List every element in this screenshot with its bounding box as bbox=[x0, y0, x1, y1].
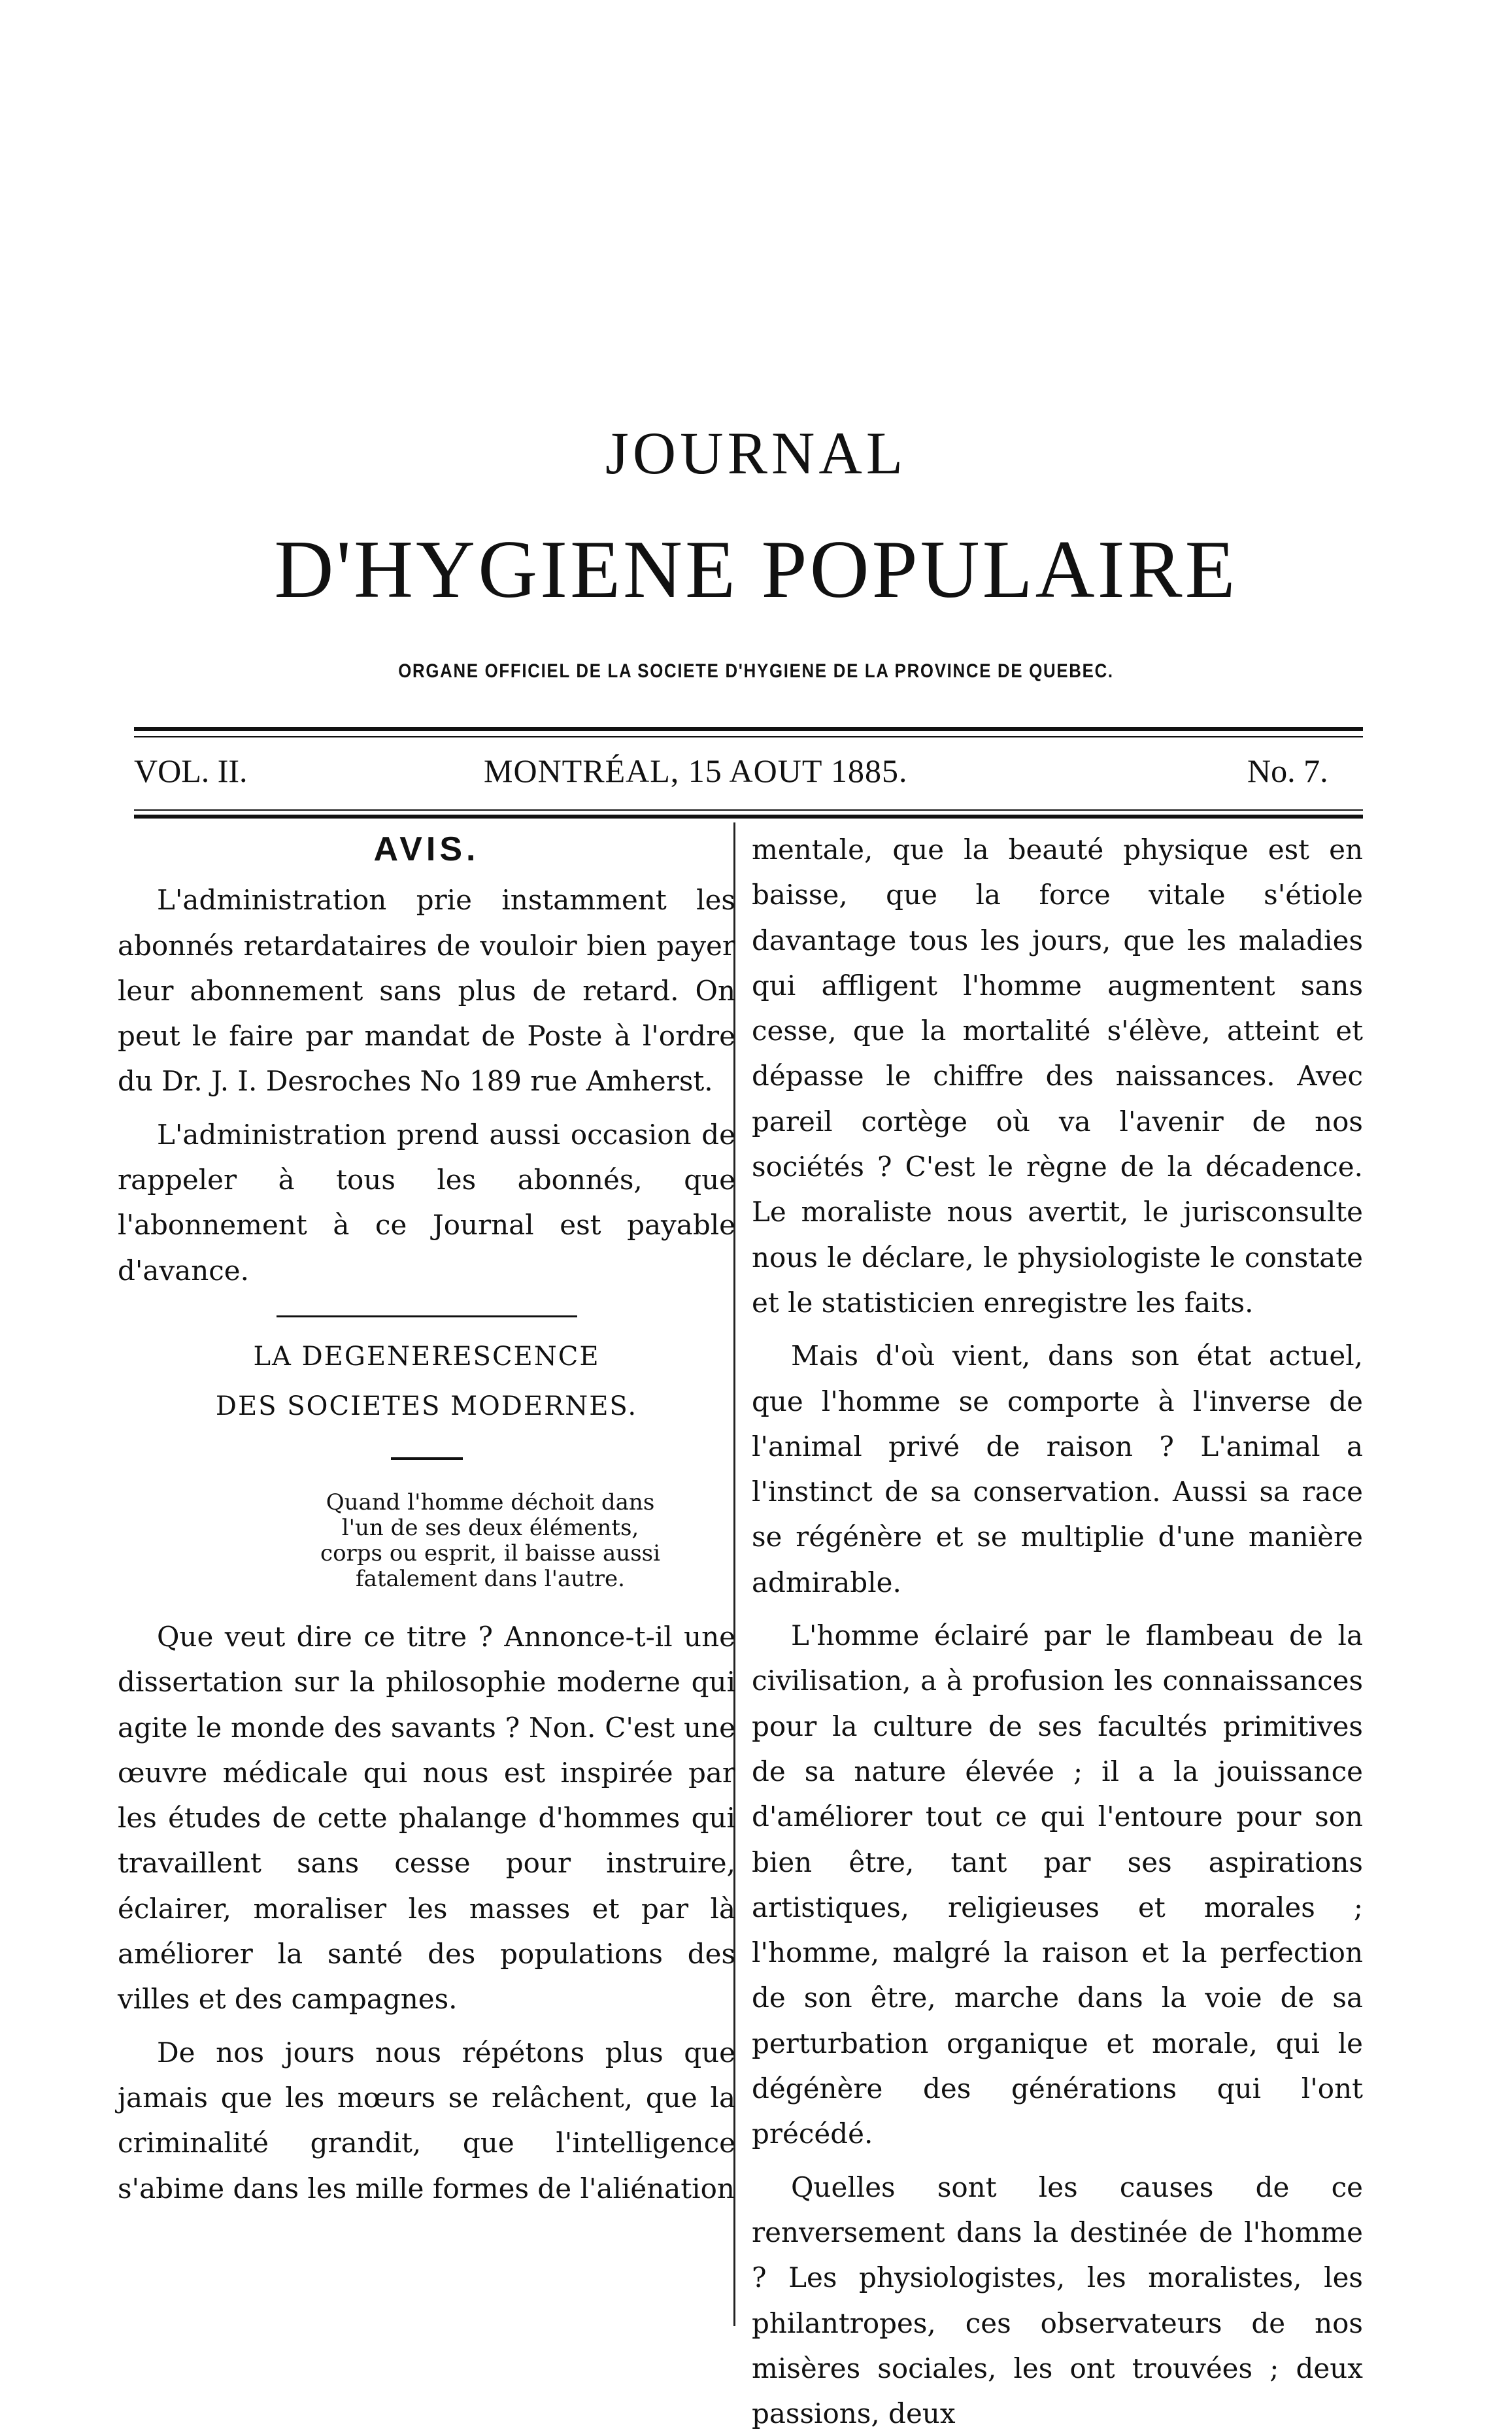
issue-number: No. 7. bbox=[1247, 753, 1328, 789]
avis-paragraph-1: L'administration prie instamment les abonnés retardataires de vouloir bien payer leur abonnement sans plus de retard. On peut le faire par mandat de Poste à l'ordre du Dr. J. I. Desroches No 189 rue Amherst. bbox=[118, 884, 735, 1098]
title-rule bbox=[391, 1457, 463, 1460]
rule-bottom-thick bbox=[134, 815, 1363, 819]
rule-top-thin bbox=[134, 736, 1363, 737]
journal-subtitle: ORGANE OFFICIEL DE LA SOCIETE D'HYGIENE DE LA PROVINCE DE QUEBEC. bbox=[398, 660, 1114, 682]
article-paragraph-continued: mentale, que la beauté physique est en baisse, que la force vitale s'étiole davantage tous les jours, que les maladies qui affligent l'homme augmentent sans cesse, que la mortalité s'élève, atteint et dépasse le chiffre des naissances. Avec pareil cortège où va l'avenir de nos sociétés ? C'est le règne de la décadence. Le moraliste nous avertit, le jurisconsulte nous le déclare, le physiologiste le constate et le statisticien enregistre les faits. bbox=[752, 834, 1363, 1319]
article-paragraph-5: Quelles sont les causes de ce renversement dans la destinée de l'homme ? Les physiologistes, les moralistes, les philantropes, ces observateurs de nos misères sociales, les ont trouvées ; deux passions, deux bbox=[752, 2171, 1363, 2430]
article-title-line1: LA DEGENERESCENCE bbox=[253, 1341, 600, 1372]
article-paragraph-1: Que veut dire ce titre ? Annonce-t-il une dissertation sur la philosophie moderne qui agite le monde des savants ? Non. C'est une œuvre médicale qui nous est inspirée par les études de cette phalange d'hommes qui travaillent sans cesse pour instruire, éclairer, moraliser les masses et par là améliorer la santé des populations des villes et des campagnes. bbox=[118, 1620, 735, 2016]
left-column bbox=[118, 827, 735, 2211]
avis-heading: AVIS. bbox=[373, 830, 480, 868]
article-title-line2: DES SOCIETES MODERNES. bbox=[215, 1391, 638, 1421]
article-paragraph-3: Mais d'où vient, dans son état actuel, que l'homme se comporte à l'inverse de l'animal privé de raison ? L'animal a l'instinct de sa conservation. Aussi sa race se régénère et se multiplie d'une manière admirable. bbox=[752, 1340, 1363, 1599]
epigraph: Quand l'homme déchoit dans l'un de ses deux éléments, corps ou esprit, il baisse aussi fatalement dans l'autre. bbox=[320, 1489, 660, 1592]
article-paragraph-2: De nos jours nous répétons plus que jamais que les mœurs se relâchent, que la criminalité grandit, que l'intelligence s'abime dans les mille formes de l'aliénation bbox=[118, 2036, 735, 2205]
rule-bottom-thin bbox=[134, 809, 1363, 811]
article-paragraph-4: L'homme éclairé par le flambeau de la civilisation, a à profusion les connaissances pour la culture de ses facultés primitives de sa nature élevée ; il a la jouissance d'améliorer tout ce qui l'entoure pour son bien être, tant par ses aspirations artistiques, religieuses et morales ; l'homme, malgré la raison et la perfection de son être, marche dans la voie de sa perturbation organique et morale, qui le dégénère des générations qui l'ont précédé. bbox=[752, 1619, 1363, 2150]
section-divider bbox=[277, 1315, 577, 1317]
volume-label: VOL. II. bbox=[134, 753, 248, 789]
avis-paragraph-2: L'administration prend aussi occasion de rappeler à tous les abonnés, que l'abonnement à ce Journal est payable d'avance. bbox=[118, 1118, 735, 1287]
rule-top-thick bbox=[134, 727, 1363, 731]
place-date: MONTRÉAL, 15 AOUT 1885. bbox=[484, 753, 908, 789]
journal-title-line2: D'HYGIENE POPULAIRE bbox=[274, 524, 1238, 615]
journal-title-line1: JOURNAL bbox=[605, 420, 907, 486]
right-column bbox=[752, 827, 1363, 2436]
